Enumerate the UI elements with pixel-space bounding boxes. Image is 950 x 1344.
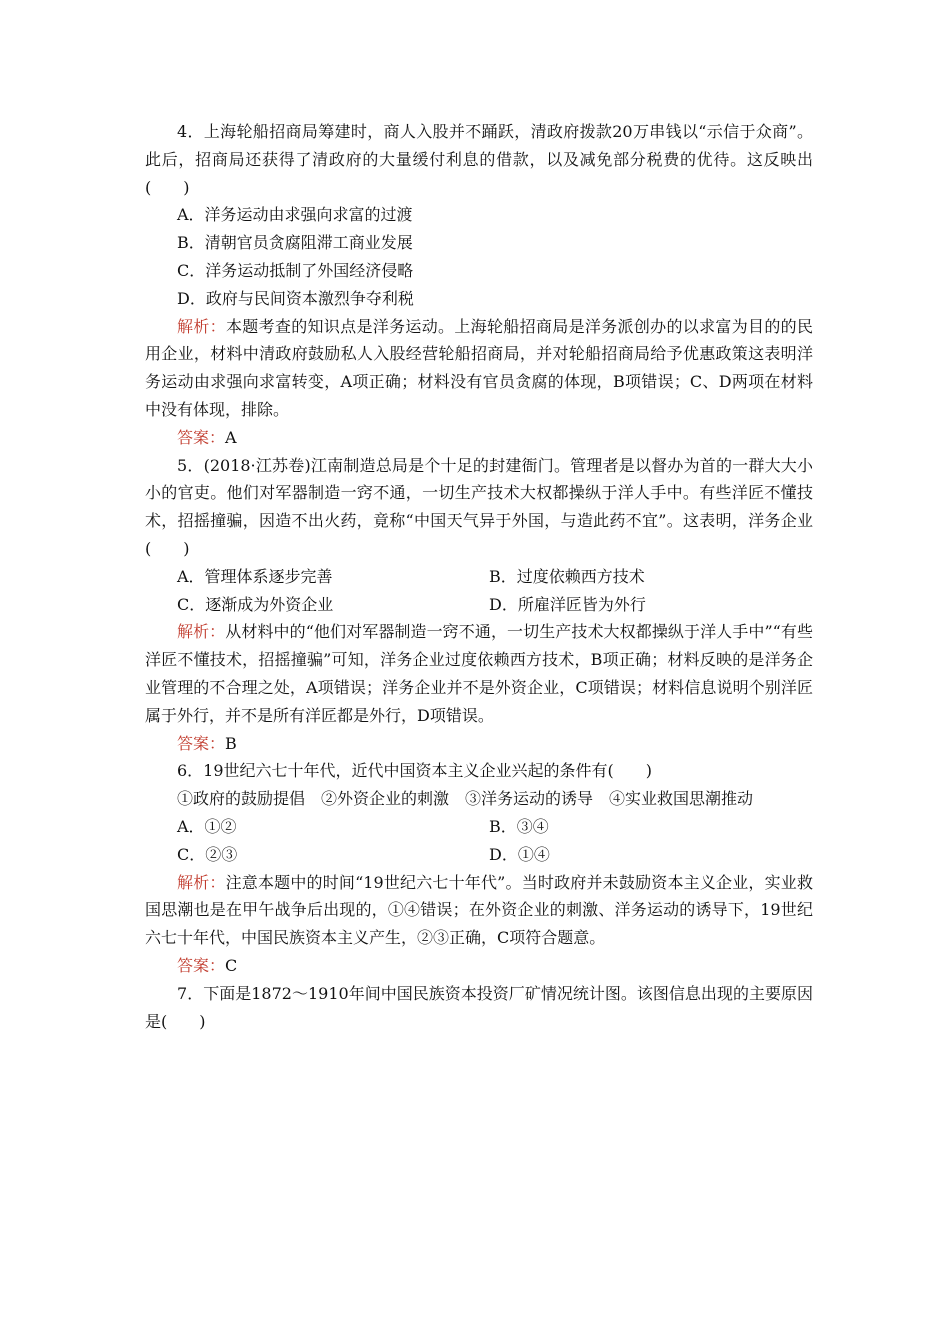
answer-value: C: [225, 955, 238, 975]
options-row: [145, 813, 813, 841]
option-c: C．逐渐成为外资企业: [177, 594, 334, 614]
analysis: [145, 618, 813, 729]
answer-label: 答案：: [177, 733, 226, 753]
question-5: [145, 452, 813, 758]
question-stem: 6．19世纪六七十年代，近代中国资本主义企业兴起的条件有( ): [177, 761, 653, 781]
options-row: [145, 591, 813, 619]
option-d: D．政府与民间资本激烈争夺利税: [177, 288, 414, 308]
option-a: A．洋务运动由求强向求富的过渡: [177, 205, 413, 225]
answer-value: A: [225, 427, 237, 447]
answer-label: 答案：: [177, 427, 226, 447]
option-b: B．清朝官员贪腐阻滞工商业发展: [177, 233, 413, 253]
document-content: [145, 118, 813, 1035]
option-a: A．①②: [177, 816, 237, 836]
question-4: [145, 118, 813, 452]
analysis-label: 解析：: [177, 316, 226, 336]
answer-label: 答案：: [177, 955, 226, 975]
options-row: [145, 563, 813, 591]
question-stem: 7．下面是1872～1910年间中国民族资本投资厂矿情况统计图。该图信息出现的主要原因是( ): [145, 983, 813, 1031]
answer: [145, 730, 813, 758]
question-6: [145, 757, 813, 979]
analysis-text: 注意本题中的时间“19世纪六七十年代”。当时政府并未鼓励资本主义企业，实业救国思潮也是在甲午战争后出现的，①④错误；在外资企业的刺激、洋务运动的诱导下，19世纪六七十年代，中国民族资本主义产生，②③正确，C项符合题意。: [145, 872, 813, 948]
analysis-text: 本题考查的知识点是洋务运动。上海轮船招商局是洋务派创办的以求富为目的的民用企业，材料中清政府鼓励私人入股经营轮船招商局，并对轮船招商局给予优惠政策这表明洋务运动由求强向求富转变，A项正确；材料没有官员贪腐的体现，B项错误；C、D两项在材料中没有体现，排除。: [145, 316, 813, 419]
option-d: D．①④: [489, 844, 550, 864]
question-stem: 4．上海轮船招商局筹建时，商人入股并不踊跃，清政府拨款20万串钱以“示信于众商”。此后，招商局还获得了清政府的大量缓付利息的借款，以及减免部分税费的优待。这反映出( ): [145, 122, 813, 197]
question-7: [145, 980, 813, 1036]
answer: [145, 424, 813, 452]
analysis-label: 解析：: [177, 872, 226, 892]
option-b: B．③④: [489, 816, 549, 836]
options-row: [145, 841, 813, 869]
question-stem: 5．(2018·江苏卷)江南制造总局是个十足的封建衙门。管理者是以督办为首的一群大大小小的官吏。他们对军器制造一窍不通，一切生产技术大权都操纵于洋人手中。有些洋匠不懂技术，招摇撞骗，因造不出火药，竟称“中国天气异于外国，与造此药不宜”。这表明，洋务企业( ): [145, 455, 813, 558]
option-b: B．过度依赖西方技术: [489, 566, 645, 586]
numbered-items: ①政府的鼓励提倡 ②外资企业的刺激 ③洋务运动的诱导 ④实业救国思潮推动: [177, 789, 754, 809]
analysis: [145, 869, 813, 952]
option-d: D．所雇洋匠皆为外行: [489, 594, 646, 614]
analysis: [145, 313, 813, 424]
option-c: C．洋务运动抵制了外国经济侵略: [177, 260, 414, 280]
answer: [145, 952, 813, 980]
option-a: A．管理体系逐步完善: [177, 566, 333, 586]
answer-value: B: [225, 733, 237, 753]
analysis-label: 解析：: [177, 622, 226, 642]
analysis-text: 从材料中的“他们对军器制造一窍不通，一切生产技术大权都操纵于洋人手中”“有些洋匠不懂技术，招摇撞骗”可知，洋务企业过度依赖西方技术，B项正确；材料反映的是洋务企业管理的不合理之处，A项错误；洋务企业并不是外资企业，C项错误；材料信息说明个别洋匠属于外行，并不是所有洋匠都是外行，D项错误。: [145, 622, 813, 725]
option-c: C．②③: [177, 844, 238, 864]
